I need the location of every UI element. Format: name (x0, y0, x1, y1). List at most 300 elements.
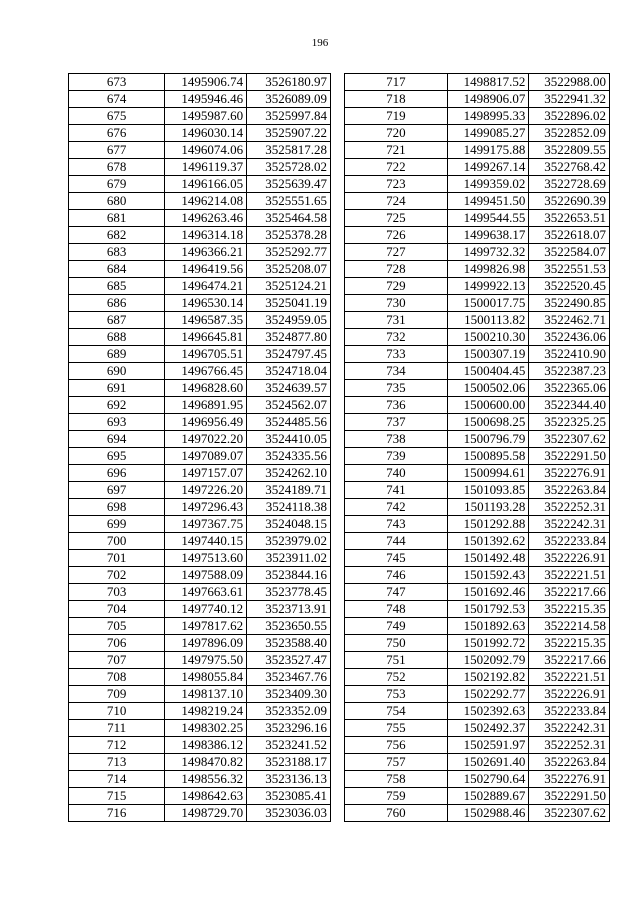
point-number-cell: 709 (69, 686, 165, 703)
point-number-cell: 684 (69, 261, 165, 278)
y-coordinate-cell: 3522217.66 (529, 584, 610, 601)
y-coordinate-cell: 3524562.07 (247, 397, 331, 414)
x-coordinate-cell: 1500698.25 (447, 414, 529, 431)
table-row (69, 125, 331, 142)
table-row (345, 244, 610, 261)
table-row (69, 720, 331, 737)
x-coordinate-cell: 1500600.00 (447, 397, 529, 414)
x-coordinate-cell: 1498470.82 (165, 754, 247, 771)
y-coordinate-cell: 3525551.65 (247, 193, 331, 210)
table-row (345, 91, 610, 108)
x-coordinate-cell: 1496119.37 (165, 159, 247, 176)
x-coordinate-cell: 1497588.09 (165, 567, 247, 584)
x-coordinate-cell: 1499826.98 (447, 261, 529, 278)
y-coordinate-cell: 3522221.51 (529, 669, 610, 686)
coordinates-table-right (344, 73, 610, 822)
y-coordinate-cell: 3523467.76 (247, 669, 331, 686)
point-number-cell: 690 (69, 363, 165, 380)
x-coordinate-cell: 1496766.45 (165, 363, 247, 380)
y-coordinate-cell: 3522520.45 (529, 278, 610, 295)
table-row (69, 754, 331, 771)
point-number-cell: 714 (69, 771, 165, 788)
x-coordinate-cell: 1502988.46 (447, 805, 529, 822)
table-row (69, 193, 331, 210)
point-number-cell: 757 (345, 754, 448, 771)
table-row (345, 737, 610, 754)
y-coordinate-cell: 3522988.00 (529, 74, 610, 91)
x-coordinate-cell: 1498556.32 (165, 771, 247, 788)
table-row (69, 516, 331, 533)
y-coordinate-cell: 3522215.35 (529, 601, 610, 618)
point-number-cell: 755 (345, 720, 448, 737)
table-row (345, 652, 610, 669)
point-number-cell: 706 (69, 635, 165, 652)
point-number-cell: 718 (345, 91, 448, 108)
x-coordinate-cell: 1500307.19 (447, 346, 529, 363)
point-number-cell: 735 (345, 380, 448, 397)
x-coordinate-cell: 1501892.63 (447, 618, 529, 635)
table-row (69, 652, 331, 669)
y-coordinate-cell: 3524189.71 (247, 482, 331, 499)
y-coordinate-cell: 3522307.62 (529, 805, 610, 822)
point-number-cell: 750 (345, 635, 448, 652)
table-row (345, 210, 610, 227)
table-row (69, 533, 331, 550)
page-number: 196 (311, 37, 329, 49)
point-number-cell: 747 (345, 584, 448, 601)
table-row (69, 584, 331, 601)
point-number-cell: 678 (69, 159, 165, 176)
y-coordinate-cell: 3524639.57 (247, 380, 331, 397)
x-coordinate-cell: 1497157.07 (165, 465, 247, 482)
y-coordinate-cell: 3524718.04 (247, 363, 331, 380)
y-coordinate-cell: 3522387.23 (529, 363, 610, 380)
x-coordinate-cell: 1501193.28 (447, 499, 529, 516)
table-row (345, 329, 610, 346)
point-number-cell: 738 (345, 431, 448, 448)
x-coordinate-cell: 1497296.43 (165, 499, 247, 516)
point-number-cell: 686 (69, 295, 165, 312)
point-number-cell: 680 (69, 193, 165, 210)
y-coordinate-cell: 3523188.17 (247, 754, 331, 771)
table-row (69, 244, 331, 261)
table-row (345, 159, 610, 176)
y-coordinate-cell: 3525041.19 (247, 295, 331, 312)
x-coordinate-cell: 1500017.75 (447, 295, 529, 312)
point-number-cell: 707 (69, 652, 165, 669)
y-coordinate-cell: 3522276.91 (529, 465, 610, 482)
point-number-cell: 743 (345, 516, 448, 533)
table-row (345, 397, 610, 414)
point-number-cell: 749 (345, 618, 448, 635)
point-number-cell: 756 (345, 737, 448, 754)
point-number-cell: 683 (69, 244, 165, 261)
y-coordinate-cell: 3524118.38 (247, 499, 331, 516)
point-number-cell: 734 (345, 363, 448, 380)
x-coordinate-cell: 1496366.21 (165, 244, 247, 261)
x-coordinate-cell: 1501992.72 (447, 635, 529, 652)
point-number-cell: 741 (345, 482, 448, 499)
table-row (69, 550, 331, 567)
point-number-cell: 740 (345, 465, 448, 482)
y-coordinate-cell: 3525817.28 (247, 142, 331, 159)
y-coordinate-cell: 3523844.16 (247, 567, 331, 584)
table-row (69, 601, 331, 618)
table-row (345, 788, 610, 805)
point-number-cell: 700 (69, 533, 165, 550)
x-coordinate-cell: 1501492.48 (447, 550, 529, 567)
table-row (69, 142, 331, 159)
x-coordinate-cell: 1501592.43 (447, 567, 529, 584)
point-number-cell: 692 (69, 397, 165, 414)
table-row (69, 482, 331, 499)
y-coordinate-cell: 3524335.56 (247, 448, 331, 465)
point-number-cell: 732 (345, 329, 448, 346)
table-row (69, 431, 331, 448)
table-row (345, 125, 610, 142)
y-coordinate-cell: 3522263.84 (529, 482, 610, 499)
x-coordinate-cell: 1499638.17 (447, 227, 529, 244)
y-coordinate-cell: 3523979.02 (247, 533, 331, 550)
point-number-cell: 677 (69, 142, 165, 159)
x-coordinate-cell: 1500113.82 (447, 312, 529, 329)
x-coordinate-cell: 1497896.09 (165, 635, 247, 652)
table-row (69, 567, 331, 584)
table-row (345, 142, 610, 159)
x-coordinate-cell: 1495906.74 (165, 74, 247, 91)
point-number-cell: 758 (345, 771, 448, 788)
x-coordinate-cell: 1496891.95 (165, 397, 247, 414)
x-coordinate-cell: 1498386.12 (165, 737, 247, 754)
x-coordinate-cell: 1496166.05 (165, 176, 247, 193)
x-coordinate-cell: 1495946.46 (165, 91, 247, 108)
point-number-cell: 726 (345, 227, 448, 244)
x-coordinate-cell: 1497440.15 (165, 533, 247, 550)
table-row (69, 108, 331, 125)
y-coordinate-cell: 3526089.09 (247, 91, 331, 108)
y-coordinate-cell: 3523241.52 (247, 737, 331, 754)
y-coordinate-cell: 3522436.06 (529, 329, 610, 346)
x-coordinate-cell: 1496956.49 (165, 414, 247, 431)
y-coordinate-cell: 3522242.31 (529, 516, 610, 533)
x-coordinate-cell: 1502889.67 (447, 788, 529, 805)
y-coordinate-cell: 3522242.31 (529, 720, 610, 737)
table-row (345, 278, 610, 295)
table-row (345, 482, 610, 499)
point-number-cell: 685 (69, 278, 165, 295)
y-coordinate-cell: 3525728.02 (247, 159, 331, 176)
point-number-cell: 716 (69, 805, 165, 822)
table-row (345, 431, 610, 448)
x-coordinate-cell: 1497663.61 (165, 584, 247, 601)
x-coordinate-cell: 1497367.75 (165, 516, 247, 533)
y-coordinate-cell: 3522618.07 (529, 227, 610, 244)
x-coordinate-cell: 1500796.79 (447, 431, 529, 448)
point-number-cell: 699 (69, 516, 165, 533)
table-row (345, 686, 610, 703)
x-coordinate-cell: 1498817.52 (447, 74, 529, 91)
y-coordinate-cell: 3522307.62 (529, 431, 610, 448)
x-coordinate-cell: 1495987.60 (165, 108, 247, 125)
table-row (345, 720, 610, 737)
table-row (69, 346, 331, 363)
table-row (69, 261, 331, 278)
y-coordinate-cell: 3522276.91 (529, 771, 610, 788)
x-coordinate-cell: 1498995.33 (447, 108, 529, 125)
x-coordinate-cell: 1496074.06 (165, 142, 247, 159)
x-coordinate-cell: 1498302.25 (165, 720, 247, 737)
table-row (69, 329, 331, 346)
x-coordinate-cell: 1496030.14 (165, 125, 247, 142)
y-coordinate-cell: 3523409.30 (247, 686, 331, 703)
point-number-cell: 688 (69, 329, 165, 346)
point-number-cell: 687 (69, 312, 165, 329)
y-coordinate-cell: 3522768.42 (529, 159, 610, 176)
y-coordinate-cell: 3522226.91 (529, 686, 610, 703)
table-row (345, 703, 610, 720)
table-row (345, 176, 610, 193)
table-row (69, 91, 331, 108)
y-coordinate-cell: 3525464.58 (247, 210, 331, 227)
x-coordinate-cell: 1500994.61 (447, 465, 529, 482)
x-coordinate-cell: 1498055.84 (165, 669, 247, 686)
point-number-cell: 742 (345, 499, 448, 516)
y-coordinate-cell: 3522233.84 (529, 703, 610, 720)
y-coordinate-cell: 3525208.07 (247, 261, 331, 278)
y-coordinate-cell: 3522941.32 (529, 91, 610, 108)
point-number-cell: 673 (69, 74, 165, 91)
point-number-cell: 721 (345, 142, 448, 159)
x-coordinate-cell: 1502192.82 (447, 669, 529, 686)
x-coordinate-cell: 1499267.14 (447, 159, 529, 176)
y-coordinate-cell: 3523352.09 (247, 703, 331, 720)
x-coordinate-cell: 1501392.62 (447, 533, 529, 550)
y-coordinate-cell: 3523911.02 (247, 550, 331, 567)
x-coordinate-cell: 1497226.20 (165, 482, 247, 499)
point-number-cell: 725 (345, 210, 448, 227)
point-number-cell: 712 (69, 737, 165, 754)
table-row (345, 567, 610, 584)
y-coordinate-cell: 3524048.15 (247, 516, 331, 533)
point-number-cell: 752 (345, 669, 448, 686)
y-coordinate-cell: 3522263.84 (529, 754, 610, 771)
table-row (345, 312, 610, 329)
point-number-cell: 733 (345, 346, 448, 363)
table-row (69, 737, 331, 754)
table-row (345, 380, 610, 397)
point-number-cell: 713 (69, 754, 165, 771)
table-row (345, 601, 610, 618)
table-row (345, 448, 610, 465)
y-coordinate-cell: 3522214.58 (529, 618, 610, 635)
point-number-cell: 746 (345, 567, 448, 584)
x-coordinate-cell: 1498642.63 (165, 788, 247, 805)
point-number-cell: 701 (69, 550, 165, 567)
y-coordinate-cell: 3522226.91 (529, 550, 610, 567)
point-number-cell: 727 (345, 244, 448, 261)
point-number-cell: 708 (69, 669, 165, 686)
y-coordinate-cell: 3524485.56 (247, 414, 331, 431)
x-coordinate-cell: 1496705.51 (165, 346, 247, 363)
x-coordinate-cell: 1496263.46 (165, 210, 247, 227)
point-number-cell: 760 (345, 805, 448, 822)
x-coordinate-cell: 1497022.20 (165, 431, 247, 448)
y-coordinate-cell: 3524877.80 (247, 329, 331, 346)
table-row (69, 499, 331, 516)
y-coordinate-cell: 3525378.28 (247, 227, 331, 244)
table-row (345, 193, 610, 210)
point-number-cell: 715 (69, 788, 165, 805)
point-number-cell: 711 (69, 720, 165, 737)
y-coordinate-cell: 3522215.35 (529, 635, 610, 652)
y-coordinate-cell: 3524959.05 (247, 312, 331, 329)
point-number-cell: 705 (69, 618, 165, 635)
x-coordinate-cell: 1502691.40 (447, 754, 529, 771)
y-coordinate-cell: 3522728.69 (529, 176, 610, 193)
y-coordinate-cell: 3525907.22 (247, 125, 331, 142)
table-row (69, 312, 331, 329)
point-number-cell: 710 (69, 703, 165, 720)
point-number-cell: 681 (69, 210, 165, 227)
table-row (69, 448, 331, 465)
y-coordinate-cell: 3522809.55 (529, 142, 610, 159)
point-number-cell: 697 (69, 482, 165, 499)
table-row (345, 618, 610, 635)
x-coordinate-cell: 1502492.37 (447, 720, 529, 737)
y-coordinate-cell: 3522252.31 (529, 499, 610, 516)
point-number-cell: 674 (69, 91, 165, 108)
x-coordinate-cell: 1497513.60 (165, 550, 247, 567)
table-row (69, 669, 331, 686)
table-row (69, 363, 331, 380)
point-number-cell: 696 (69, 465, 165, 482)
x-coordinate-cell: 1497975.50 (165, 652, 247, 669)
table-row (345, 346, 610, 363)
x-coordinate-cell: 1499359.02 (447, 176, 529, 193)
x-coordinate-cell: 1499732.32 (447, 244, 529, 261)
y-coordinate-cell: 3525124.21 (247, 278, 331, 295)
table-row (69, 771, 331, 788)
point-number-cell: 731 (345, 312, 448, 329)
x-coordinate-cell: 1501093.85 (447, 482, 529, 499)
point-number-cell: 689 (69, 346, 165, 363)
point-number-cell: 720 (345, 125, 448, 142)
point-number-cell: 729 (345, 278, 448, 295)
x-coordinate-cell: 1499085.27 (447, 125, 529, 142)
x-coordinate-cell: 1497089.07 (165, 448, 247, 465)
table-row (69, 465, 331, 482)
point-number-cell: 719 (345, 108, 448, 125)
y-coordinate-cell: 3523713.91 (247, 601, 331, 618)
x-coordinate-cell: 1496314.18 (165, 227, 247, 244)
point-number-cell: 675 (69, 108, 165, 125)
point-number-cell: 728 (345, 261, 448, 278)
point-number-cell: 693 (69, 414, 165, 431)
table-row (345, 635, 610, 652)
y-coordinate-cell: 3524262.10 (247, 465, 331, 482)
table-row (345, 771, 610, 788)
table-row (345, 584, 610, 601)
table-row (345, 516, 610, 533)
table-row (69, 227, 331, 244)
table-row (345, 533, 610, 550)
table-row (345, 754, 610, 771)
point-number-cell: 703 (69, 584, 165, 601)
point-number-cell: 754 (345, 703, 448, 720)
table-row (69, 176, 331, 193)
y-coordinate-cell: 3523527.47 (247, 652, 331, 669)
y-coordinate-cell: 3522584.07 (529, 244, 610, 261)
table-row (345, 227, 610, 244)
point-number-cell: 737 (345, 414, 448, 431)
x-coordinate-cell: 1499451.50 (447, 193, 529, 210)
y-coordinate-cell: 3522217.66 (529, 652, 610, 669)
y-coordinate-cell: 3523036.03 (247, 805, 331, 822)
point-number-cell: 745 (345, 550, 448, 567)
y-coordinate-cell: 3523085.41 (247, 788, 331, 805)
table-row (69, 414, 331, 431)
x-coordinate-cell: 1500404.45 (447, 363, 529, 380)
table-row (345, 550, 610, 567)
point-number-cell: 679 (69, 176, 165, 193)
table-row (345, 363, 610, 380)
x-coordinate-cell: 1496645.81 (165, 329, 247, 346)
y-coordinate-cell: 3525639.47 (247, 176, 331, 193)
table-row (345, 74, 610, 91)
y-coordinate-cell: 3522325.25 (529, 414, 610, 431)
x-coordinate-cell: 1496828.60 (165, 380, 247, 397)
table-row (69, 805, 331, 822)
y-coordinate-cell: 3522462.71 (529, 312, 610, 329)
point-number-cell: 730 (345, 295, 448, 312)
x-coordinate-cell: 1497817.62 (165, 618, 247, 635)
table-row (69, 397, 331, 414)
point-number-cell: 691 (69, 380, 165, 397)
x-coordinate-cell: 1497740.12 (165, 601, 247, 618)
y-coordinate-cell: 3523588.40 (247, 635, 331, 652)
x-coordinate-cell: 1502092.79 (447, 652, 529, 669)
x-coordinate-cell: 1498219.24 (165, 703, 247, 720)
table-row (69, 295, 331, 312)
x-coordinate-cell: 1502591.97 (447, 737, 529, 754)
x-coordinate-cell: 1498729.70 (165, 805, 247, 822)
table-row (69, 380, 331, 397)
point-number-cell: 751 (345, 652, 448, 669)
table-row (69, 210, 331, 227)
y-coordinate-cell: 3522852.09 (529, 125, 610, 142)
x-coordinate-cell: 1499544.55 (447, 210, 529, 227)
point-number-cell: 695 (69, 448, 165, 465)
x-coordinate-cell: 1502392.63 (447, 703, 529, 720)
point-number-cell: 744 (345, 533, 448, 550)
table-row (69, 788, 331, 805)
y-coordinate-cell: 3524410.05 (247, 431, 331, 448)
point-number-cell: 759 (345, 788, 448, 805)
x-coordinate-cell: 1501692.46 (447, 584, 529, 601)
x-coordinate-cell: 1500895.58 (447, 448, 529, 465)
x-coordinate-cell: 1498137.10 (165, 686, 247, 703)
point-number-cell: 717 (345, 74, 448, 91)
y-coordinate-cell: 3522410.90 (529, 346, 610, 363)
y-coordinate-cell: 3523650.55 (247, 618, 331, 635)
table-row (69, 74, 331, 91)
y-coordinate-cell: 3522490.85 (529, 295, 610, 312)
y-coordinate-cell: 3522291.50 (529, 788, 610, 805)
x-coordinate-cell: 1501292.88 (447, 516, 529, 533)
x-coordinate-cell: 1500502.06 (447, 380, 529, 397)
coordinates-table-left (68, 73, 331, 822)
y-coordinate-cell: 3522291.50 (529, 448, 610, 465)
